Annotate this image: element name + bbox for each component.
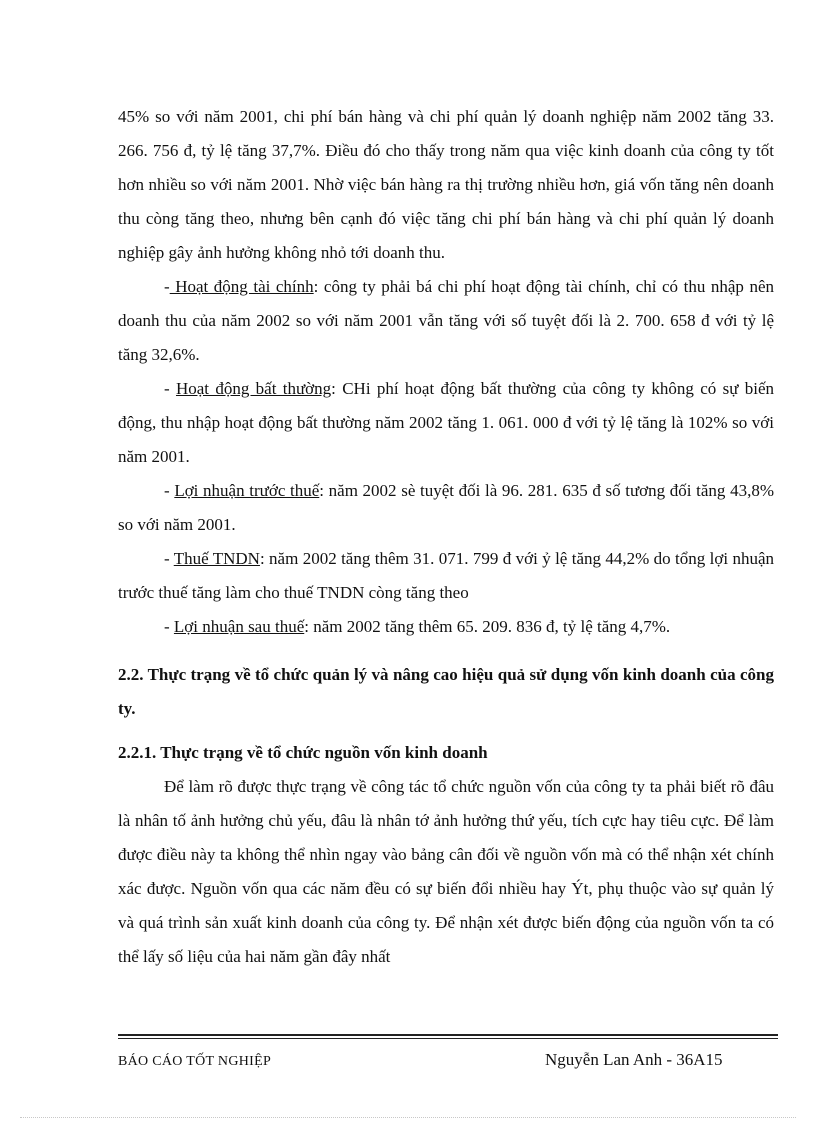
paragraph-capital-analysis: Để làm rõ được thực trạng về công tác tổ chức nguồn vốn của công ty ta phải biết rõ đâu là nhân tố ảnh hưởng chủ yếu, đâu là nhân tớ ảnh hưởng thứ yếu, tích cực hay tiêu cực. Để làm được điều này ta không thể nhìn ngay vào bảng cân đối về nguồn vốn mà có thể nhận xét chính xác được. Nguồn vốn qua các năm đều có sự biến đổi nhiều hay Ýt, phụ thuộc vào sự quản lý và quá trình sản xuất kinh doanh của công ty. Để nhận xét được biến động của nguồn vốn ta có thể lấy số liệu của hai năm gần đây nhất: [118, 777, 774, 966]
paragraph-aftertax-profit: [118, 610, 774, 644]
bullet-dash: -: [164, 549, 174, 568]
bullet-dash: -: [164, 481, 175, 500]
bullet-dash: -: [164, 379, 176, 398]
paragraph-cost-summary: 45% so với năm 2001, chi phí bán hàng và chi phí quản lý doanh nghiệp năm 2002 tăng 33. 266. 756 đ, tỷ lệ tăng 37,7%. Điều đó cho thấy trong năm qua việc kinh doanh của công ty tốt hơn nhiều so với năm 2001. Nhờ việc bán hàng ra thị trường nhiều hơn, giá vốn tăng nên doanh thu còng tăng theo, nhưng bên cạnh đó việc tăng chi phí bán hàng và chi phí quản lý doanh nghiệp gây ảnh hưởng không nhỏ tới doanh thu.: [118, 107, 774, 262]
footer-author: Nguyễn Lan Anh - 36A15: [545, 1050, 723, 1069]
label-financial-activity: Hoạt động tài chính: [169, 277, 314, 296]
label-aftertax-profit: Lợi nhuận sau thuế: [173, 617, 305, 636]
section-heading: 2.2. Thực trạng về tổ chức quản lý và nâng cao hiệu quả sử dụng vốn kinh doanh của công ty.: [118, 665, 774, 718]
text-aftertax-profit: : năm 2002 tăng thêm 65. 209. 836 đ, tỷ lệ tăng 4,7%.: [304, 617, 671, 636]
bullet-dash: -: [164, 277, 170, 296]
paragraph-pretax-profit: [118, 474, 774, 542]
footer-divider: [118, 1034, 778, 1039]
label-irregular-activity: Hoạt động bất thường: [175, 379, 332, 398]
text-financial-activity: : công ty phải bá chi phí hoạt động tài chính, chỉ có thu nhập nên doanh thu của năm 2002 so với năm 2001 vẫn tăng với số tuyệt đối là 2. 700. 658 đ với tỷ lệ tăng 32,6%.: [118, 277, 774, 364]
subsection-heading: 2.2.1. Thực trạng về tổ chức nguồn vốn kinh doanh: [118, 743, 488, 762]
page-body: [118, 100, 774, 974]
paragraph-corporate-tax: [118, 542, 774, 610]
paragraph-financial-activity: [118, 270, 774, 372]
bullet-dash: -: [164, 617, 174, 636]
page-edge-divider: [20, 1117, 796, 1118]
label-pretax-profit: Lợi nhuận trước thuế: [174, 481, 320, 500]
text-irregular-activity: : CHi phí hoạt động bất thường của công ty không có sự biến động, thu nhập hoạt động bất thường năm 2002 tăng 1. 061. 000 đ với tỷ lệ tăng là 102% so với năm 2001.: [118, 379, 774, 466]
text-corporate-tax: : năm 2002 tăng thêm 31. 071. 799 đ với ỷ lệ tăng 44,2% do tổng lợi nhuận trước thuế tăng làm cho thuế TNDN còng tăng theo: [118, 549, 774, 602]
paragraph-irregular-activity: [118, 372, 774, 474]
text-pretax-profit: : năm 2002 sè tuyệt đối là 96. 281. 635 đ số tương đối tăng 43,8% so với năm 2001.: [118, 481, 774, 534]
footer-report-title: BÁO CÁO TỐT NGHIỆP: [118, 1054, 272, 1069]
label-corporate-tax: Thuế TNDN: [173, 549, 260, 568]
